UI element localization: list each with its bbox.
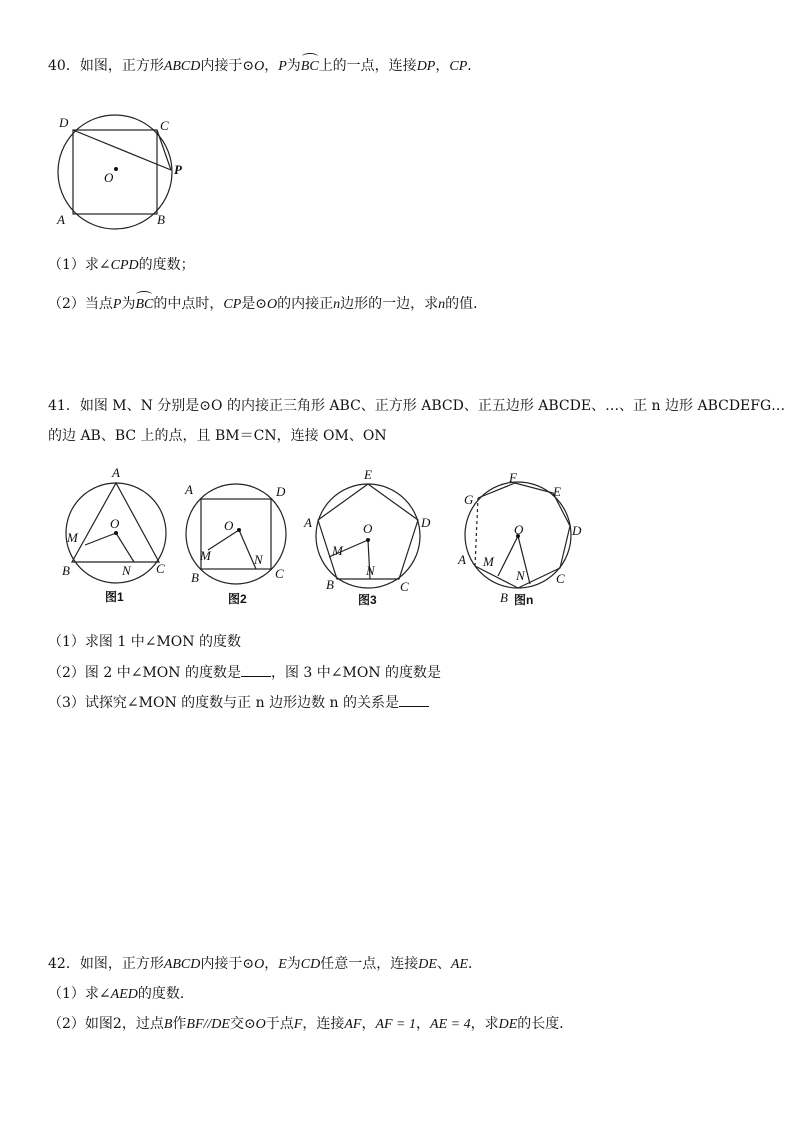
center-dot bbox=[366, 538, 370, 542]
label-f: F bbox=[509, 470, 517, 485]
math-angle-cpd: ∠CPD bbox=[98, 258, 139, 273]
math-circle-o: ⊙O bbox=[242, 59, 265, 74]
center-dot bbox=[114, 167, 118, 171]
label-d: D bbox=[59, 115, 69, 130]
caption-fig3: 图3 bbox=[358, 593, 377, 607]
q41-part2: （2）图 2 中∠MON 的度数是 ，图 3 中∠MON 的度数是 bbox=[48, 662, 441, 683]
q41-figure-1 bbox=[60, 465, 180, 605]
label-c: C bbox=[275, 566, 284, 581]
q42-part2: （2）如图2，过点B作BF//DE交⊙O于点F，连接AF，AF = 1，AE = 4，求DE的长度． bbox=[48, 1016, 574, 1032]
label-o: O bbox=[224, 518, 234, 533]
label-c: C bbox=[556, 571, 565, 586]
q40-part2: （2）当点P为BC的中点时，CP是⊙O的内接正n边形的一边，求n的值． bbox=[48, 294, 487, 315]
q42-part1: （1）求∠AED的度数． bbox=[48, 986, 194, 1002]
q41-figure-2 bbox=[180, 470, 295, 610]
caption-fig2: 图2 bbox=[228, 592, 247, 606]
label-d: D bbox=[276, 484, 286, 499]
label-a: A bbox=[185, 482, 193, 497]
answer-blank-2[interactable] bbox=[399, 692, 429, 707]
label-b: B bbox=[326, 577, 334, 592]
center-dot bbox=[114, 531, 118, 535]
label-m: M bbox=[200, 548, 211, 563]
center-dot bbox=[237, 528, 241, 532]
caption-fig1: 图1 bbox=[105, 590, 124, 604]
q40-stem: 40．如图，正方形ABCD内接于⊙O，P为BC上的一点，连接DP，CP． bbox=[48, 56, 481, 77]
q41-stem-line2: 的边 AB、BC 上的点，且 BM＝CN，连接 OM、ON bbox=[48, 428, 387, 444]
segment-cp bbox=[157, 130, 171, 170]
label-o: O bbox=[110, 516, 120, 531]
label-a: A bbox=[458, 552, 466, 567]
q41-figure-n bbox=[450, 468, 590, 610]
segment-on bbox=[116, 533, 134, 562]
label-a: A bbox=[304, 515, 312, 530]
math-arc-bc: BC bbox=[301, 57, 319, 77]
q42-stem: 42．如图，正方形ABCD内接于⊙O，E为CD任意一点，连接DE、AE． bbox=[48, 956, 483, 972]
segment-om bbox=[498, 536, 518, 576]
label-m: M bbox=[483, 554, 494, 569]
label-g: G bbox=[464, 492, 474, 507]
label-m: M bbox=[67, 530, 78, 545]
label-n: N bbox=[366, 563, 375, 578]
math-cp: CP bbox=[449, 59, 468, 74]
q41-figure-3 bbox=[300, 465, 440, 610]
label-c: C bbox=[160, 118, 169, 133]
segment-om bbox=[208, 530, 239, 550]
label-o: O bbox=[514, 522, 524, 537]
label-o: O bbox=[363, 521, 373, 536]
label-b: B bbox=[62, 563, 70, 578]
label-n: N bbox=[254, 552, 263, 567]
label-b: B bbox=[191, 570, 199, 585]
label-n: N bbox=[122, 563, 131, 578]
circle-outline bbox=[58, 115, 172, 229]
label-c: C bbox=[156, 561, 165, 576]
q40-figure bbox=[50, 110, 190, 230]
math-p: P bbox=[278, 59, 287, 74]
math-abcd: ABCD bbox=[163, 59, 201, 74]
label-a: A bbox=[112, 465, 120, 480]
label-b: B bbox=[500, 590, 508, 605]
label-n: N bbox=[516, 568, 525, 583]
answer-blank-1[interactable] bbox=[241, 662, 271, 677]
label-a: A bbox=[57, 212, 65, 227]
q41-stem-line1: 41．如图 M、N 分别是⊙O 的内接正三角形 ABC、正方形 ABCD、正五边形 ABCDE、…、正 n 边形 ABCDEFG… bbox=[48, 398, 786, 414]
label-o: O bbox=[104, 170, 114, 185]
square-abcd bbox=[73, 130, 157, 214]
label-c: C bbox=[400, 579, 409, 594]
q41-part1: （1）求图 1 中∠MON 的度数 bbox=[48, 634, 241, 650]
label-m: M bbox=[332, 543, 343, 558]
q40-number: 40． bbox=[48, 58, 80, 74]
q41-part3: （3）试探究∠MON 的度数与正 n 边形边数 n 的关系是 bbox=[48, 692, 429, 713]
label-e: E bbox=[553, 484, 561, 499]
math-dp: DP bbox=[416, 59, 436, 74]
segment-dp bbox=[73, 130, 171, 170]
q40-part1: （1）求∠CPD的度数； bbox=[48, 257, 195, 273]
segment-ag-dashed bbox=[475, 498, 478, 566]
caption-fign: 图n bbox=[514, 593, 534, 607]
label-e: E bbox=[364, 467, 372, 482]
label-d: D bbox=[572, 523, 582, 538]
segment-om bbox=[85, 533, 116, 545]
label-p: P bbox=[174, 162, 182, 177]
label-b: B bbox=[157, 212, 165, 227]
q42-number: 42． bbox=[48, 956, 80, 972]
label-d: D bbox=[421, 515, 431, 530]
